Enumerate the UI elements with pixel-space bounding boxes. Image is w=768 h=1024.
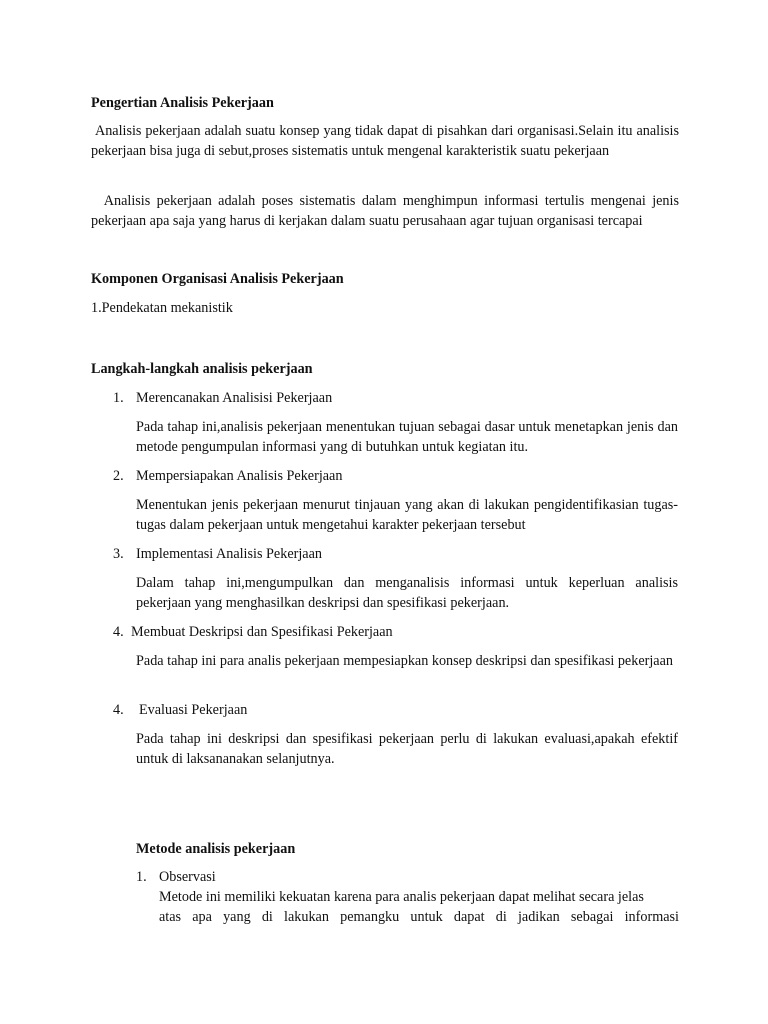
method-number: 1.	[136, 869, 147, 885]
list-item-komponen: 1.Pendekatan mekanistik	[91, 300, 233, 316]
method-description-line-1: Metode ini memiliki kekuatan karena para analis pekerjaan dapat melihat secara jelas	[159, 889, 644, 905]
step-title: Implementasi Analisis Pekerjaan	[136, 546, 322, 562]
step-description: Dalam tahap ini,mengumpulkan dan menganalisis informasi untuk keperluan analisis pekerjaan yang menghasilkan deskripsi dan spesifikasi pekerjaan.	[136, 575, 678, 611]
step-number: 3.	[113, 546, 124, 562]
step-title: Evaluasi Pekerjaan	[139, 702, 248, 718]
step-title: Merencanakan Analisisi Pekerjaan	[136, 390, 333, 406]
section-heading-langkah: Langkah-langkah analisis pekerjaan	[91, 361, 313, 377]
step-description: Pada tahap ini deskripsi dan spesifikasi pekerjaan perlu di lakukan evaluasi,apakah efektif untuk di laksananakan selanjutnya.	[136, 731, 678, 767]
paragraph-definition-2: Analisis pekerjaan adalah poses sistematis dalam menghimpun informasi tertulis mengenai jenis pekerjaan apa saja yang harus di kerjakan dalam suatu perusahaan agar tujuan organisasi tercapai	[91, 193, 683, 229]
method-description-line-2: atas apa yang di lakukan pemangku untuk dapat di jadikan sebagai informasi	[159, 909, 679, 925]
section-heading-metode: Metode analisis pekerjaan	[136, 841, 296, 857]
paragraph-definition-1: Analisis pekerjaan adalah suatu konsep yang tidak dapat di pisahkan dari organisasi.Selain itu analisis pekerjaan bisa juga di sebut,proses sistematis untuk mengenal karakteristik suatu pekerjaan	[91, 123, 683, 159]
section-heading-pengertian: Pengertian Analisis Pekerjaan	[91, 95, 274, 111]
step-description: Pada tahap ini para analis pekerjaan mempesiapkan konsep deskripsi dan spesifikasi pekerjaan	[136, 653, 673, 669]
step-number: 1.	[113, 390, 124, 406]
step-number: 4.	[113, 702, 124, 718]
step-description: Pada tahap ini,analisis pekerjaan menentukan tujuan sebagai dasar untuk menetapkan jenis dan metode pengumpulan informasi yang di butuhkan untuk kegiatan itu.	[136, 419, 678, 455]
method-title: Observasi	[159, 869, 216, 885]
step-title: Membuat Deskripsi dan Spesifikasi Pekerjaan	[131, 624, 393, 640]
section-heading-komponen: Komponen Organisasi Analisis Pekerjaan	[91, 271, 344, 287]
step-number: 4.	[113, 624, 124, 640]
step-description: Menentukan jenis pekerjaan menurut tinjauan yang akan di lakukan pengidentifikasian tugas-tugas dalam pekerjaan untuk mengetahui karakter pekerjaan tersebut	[136, 497, 678, 533]
step-number: 2.	[113, 468, 124, 484]
step-title: Mempersiapakan Analisis Pekerjaan	[136, 468, 343, 484]
